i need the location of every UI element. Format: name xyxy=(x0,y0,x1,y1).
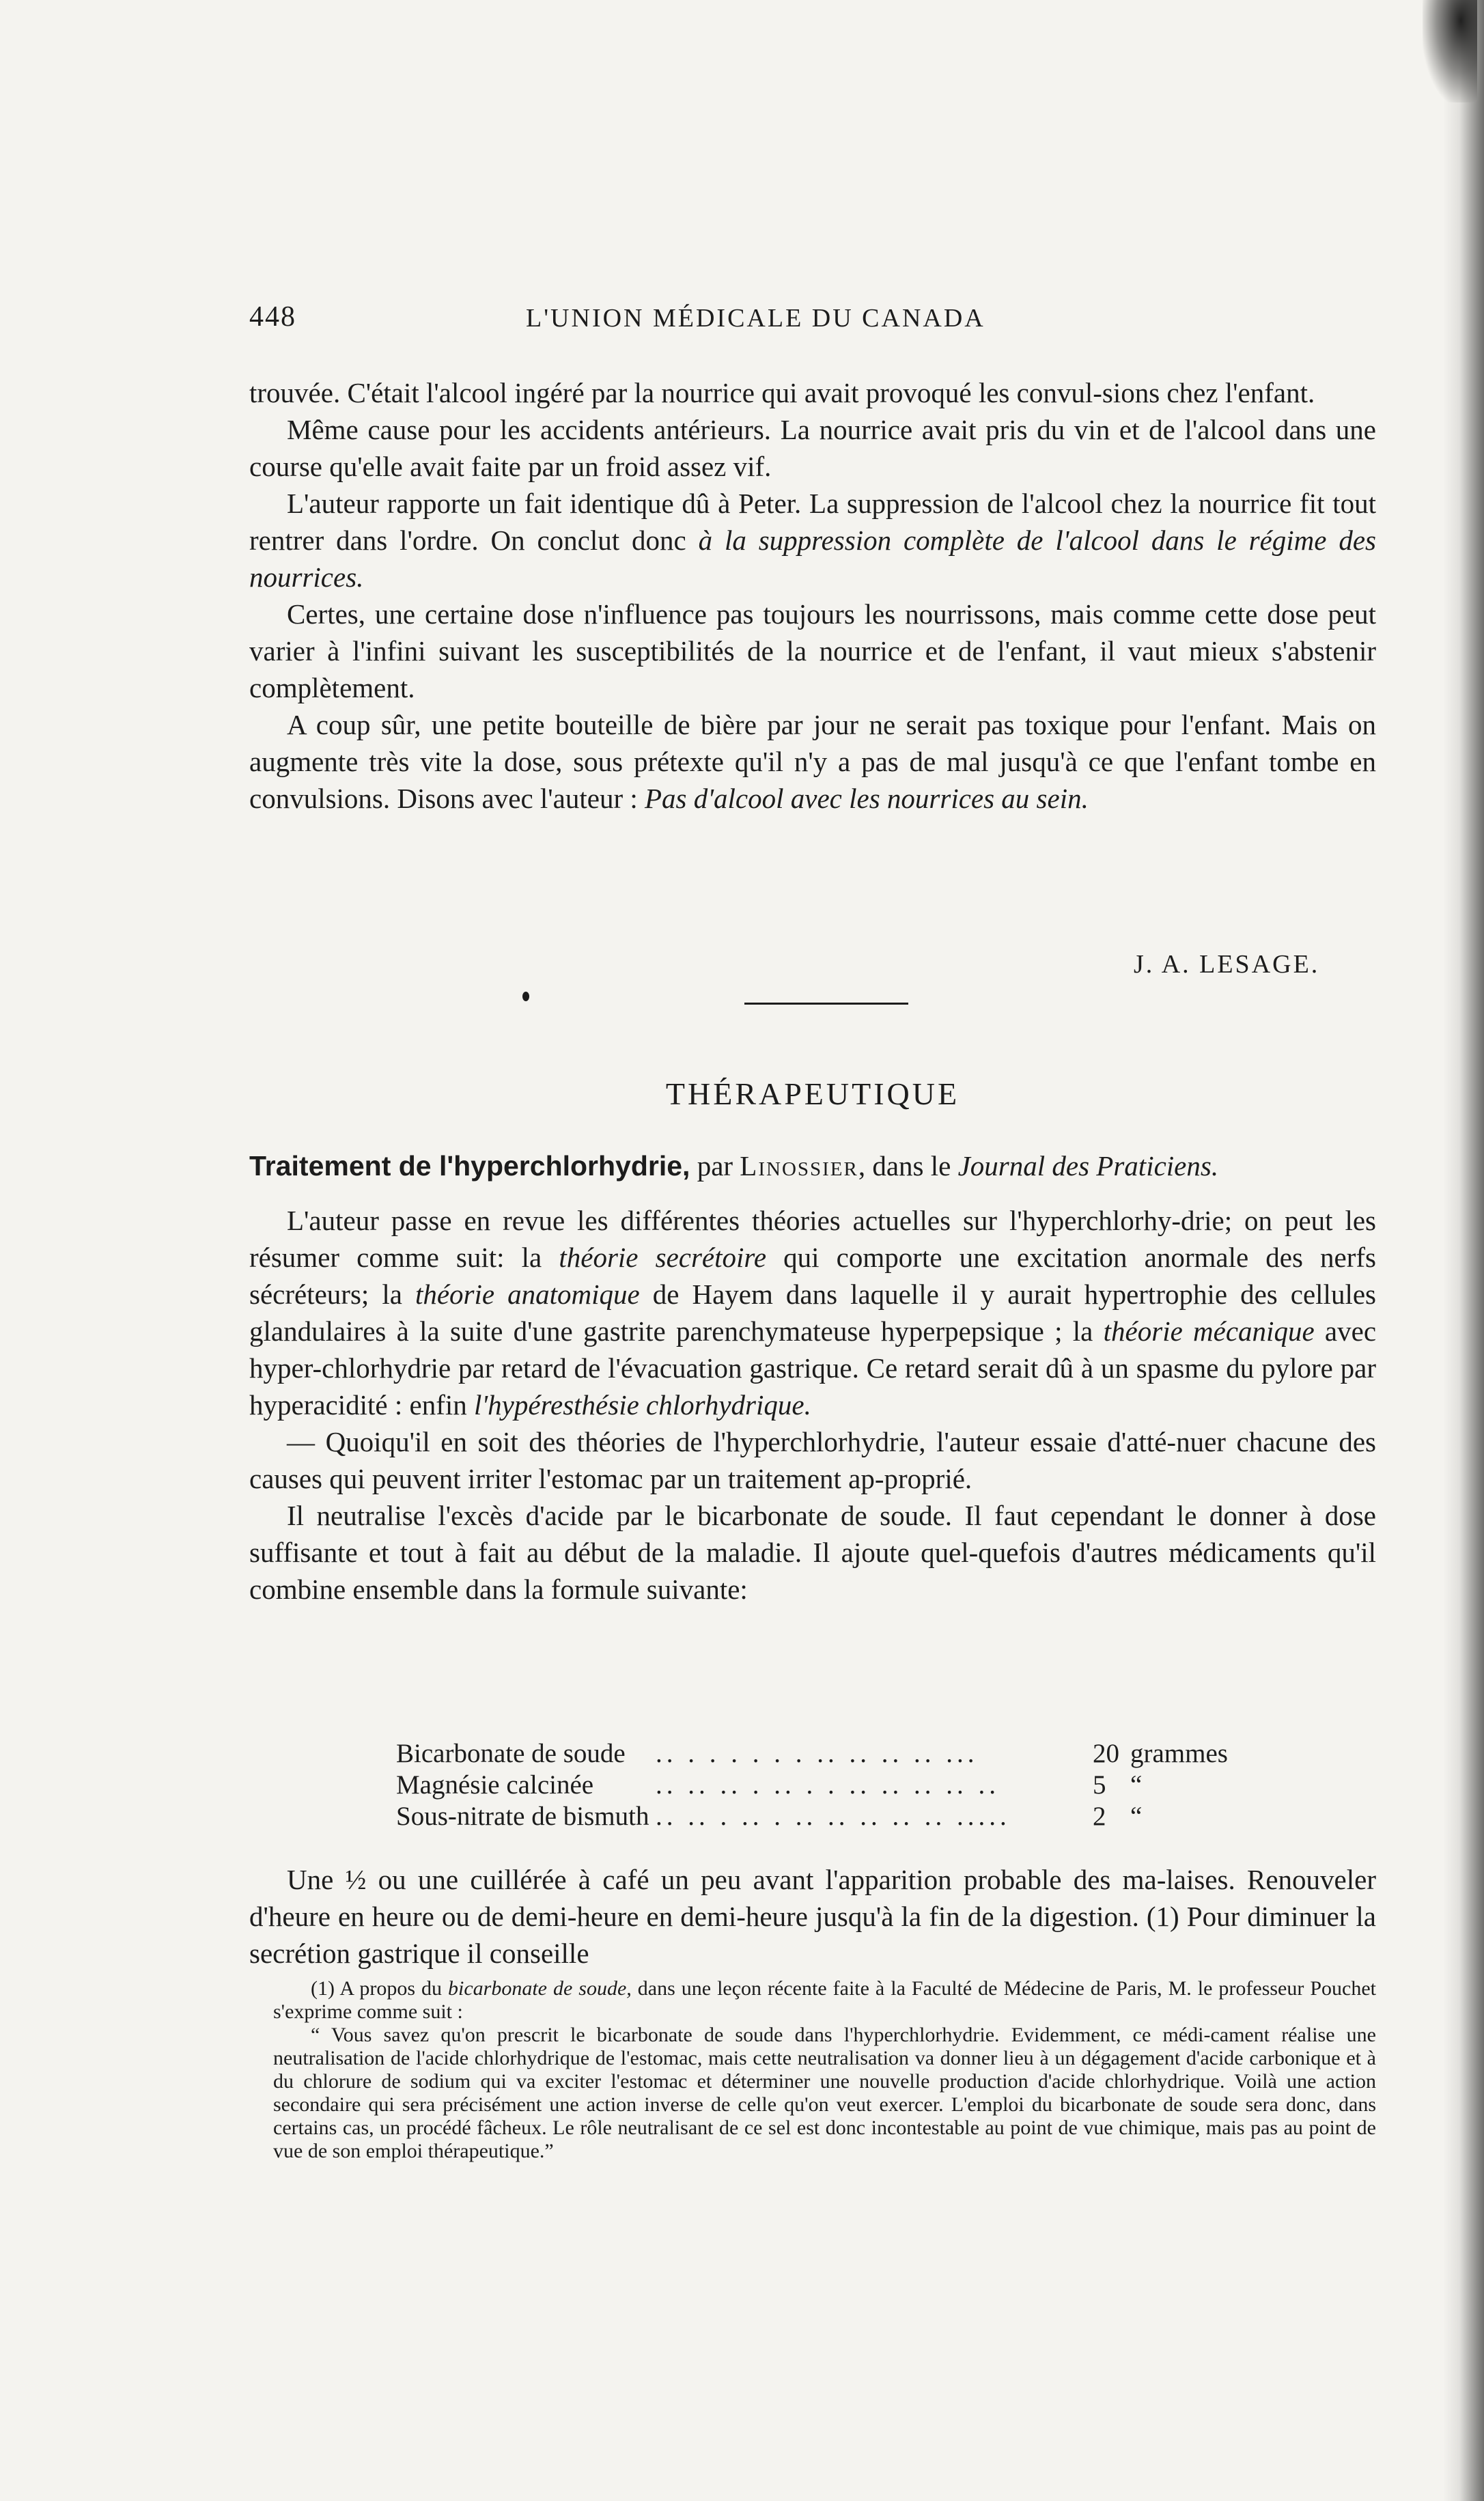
paragraph: Une ½ ou une cuillérée à café un peu avant l'apparition probable des ma-laises. Renouveler d'heure en heure ou de demi-heure en demi-heure jusqu'à la fin de la digestion. (1) Pour diminuer la secrétion gastrique il conseille xyxy=(249,1864,1376,1969)
author-name: Linossier xyxy=(740,1150,858,1182)
dosage-text xyxy=(249,1861,1376,1972)
page-edge-shadow xyxy=(1443,0,1484,2501)
paragraph: A coup sûr, une petite bouteille de bière par jour ne serait pas toxique pour l'enfant. Mais on augmente très vite la dose, sous prétexte qu'il n'y a pas de mal jusqu'à ce que l'enfant tombe en convulsions. Disons avec l'auteur : Pas d'alcool avec les nourrices au sein. xyxy=(249,709,1376,814)
article-body xyxy=(249,1202,1376,1608)
article-title: Traitement de l'hyperchlorhydrie, xyxy=(249,1150,690,1182)
paragraph: L'auteur rapporte un fait identique dû à Peter. La suppression de l'alcool chez la nourrice fit tout rentrer dans l'ordre. On conclut donc à la suppression complète de l'alcool dans le régime des nourrices. xyxy=(249,488,1376,593)
paragraph: L'auteur passe en revue les différentes théories actuelles sur l'hyperchlorhy-drie; on peut les résumer comme suit: la théorie secrétoire qui comporte une excitation anormale des nerfs sécréteurs; la théorie anatomique de Hayem dans laquelle il y aurait hypertrophie des cellules glandulaires à la suite d'une gastrite parenchymateuse hyperpepsique ; la théorie mécanique avec hyper-chlorhydrie par retard de l'évacuation gastrique. Ce retard serait dû à un spasme du pylore par hyperacidité : enfin l'hypéresthésie chlorhydrique. xyxy=(249,1205,1377,1421)
page-header xyxy=(249,301,1376,341)
section-divider xyxy=(744,1003,908,1005)
paragraph: — Quoiqu'il en soit des théories de l'hyperchlorhydrie, l'auteur essaie d'atté-nuer chacune des causes qui peuvent irriter l'estomac par un traitement ap-proprié. xyxy=(249,1426,1376,1494)
section-title: THÉRAPEUTIQUE xyxy=(665,1076,960,1111)
running-title: L'UNION MÉDICALE DU CANADA xyxy=(526,304,985,333)
page-number: 448 xyxy=(249,301,296,333)
ink-dot xyxy=(522,992,529,1001)
article-heading: Traitement de l'hyperchlorhydrie, par Linossier, dans le Journal des Praticiens. xyxy=(249,1150,1219,1182)
footnote: (1) A propos du bicarbonate de soude, dans une leçon récente faite à la Faculté de Médecine de Paris, M. le professeur Pouchet s'exprime comme suit : “ Vous savez qu'on prescrit le bicarbonate de soude dans l'hyperchlorhydrie. Evidemment, ce médi-cament réalise une neutralisation de l'acide chlorhydrique de l'estomac, mais cette neutralisation va donner lieu à un dégagement d'acide carbonique et à du chlorure de sodium qui va exciter l'estomac et déterminer une nouvelle production d'acide chlorhydrique. Voilà une action secondaire qui sera précisément une action inverse de celle qu'on veut exercer. L'emploi du bicarbonate de soude sera donc, dans certains cas, un procédé fâcheux. Le rôle neutralisant de ce sel est donc incontestable au point de vue chimique, mais pas au point de vue de son emploi thérapeutique.” xyxy=(273,1977,1377,2162)
journal-name: Journal des Praticiens. xyxy=(957,1150,1219,1182)
paragraph: Même cause pour les accidents antérieurs. La nourrice avait pris du vin et de l'alcool dans une course qu'elle avait faite par un froid assez vif. xyxy=(249,414,1376,482)
opening-text xyxy=(249,374,1376,817)
paragraph: Certes, une certaine dose n'influence pas toujours les nourrissons, mais comme cette dose peut varier à l'infini suivant les susceptibilités de la nourrice et de l'enfant, il vaut mieux s'abstenir complètement. xyxy=(249,598,1376,703)
formula-row: Magnésie calcinée .. .. .. . .. . . .. .. .. .. .. 5 “ xyxy=(396,1770,1143,1800)
prescription-formula xyxy=(396,1738,1284,1832)
corner-ink-blot xyxy=(1423,0,1477,102)
paragraph: trouvée. C'était l'alcool ingéré par la nourrice qui avait provoqué les convul-sions chez l'enfant. xyxy=(249,377,1315,408)
formula-row: Sous-nitrate de bismuth .. .. . .. . .. .. .. .. .. ..... 2 “ xyxy=(396,1802,1143,1831)
signature: J. A. LESAGE. xyxy=(1134,950,1320,979)
formula-row: Bicarbonate de soude .. . . . . . . .. .. .. .. ... 20 grammes xyxy=(396,1739,1228,1768)
paragraph: Il neutralise l'excès d'acide par le bicarbonate de soude. Il faut cependant le donner à dose suffisante et tout à fait au début de la maladie. Il ajoute quel-quefois d'autres médicaments qu'il combine ensemble dans la formule suivante: xyxy=(249,1500,1376,1605)
